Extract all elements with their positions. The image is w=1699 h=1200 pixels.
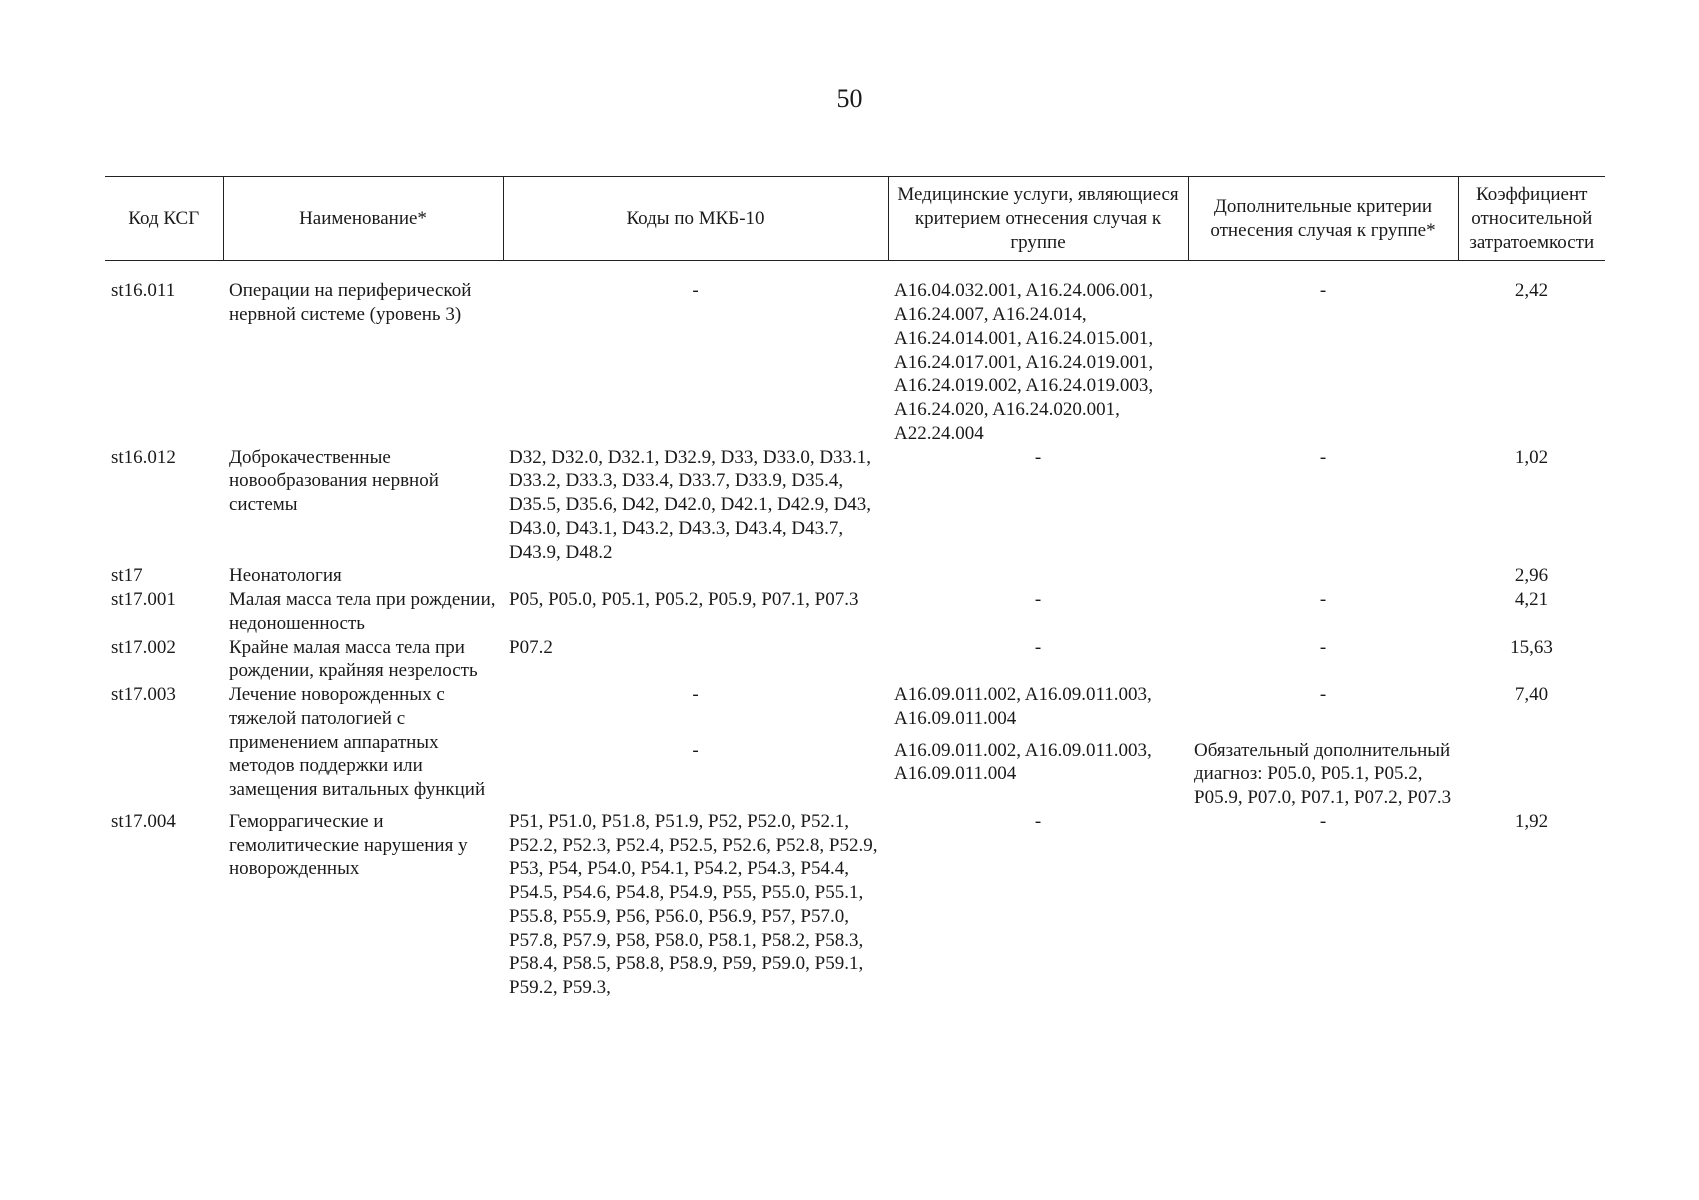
row-criteria: - <box>1319 810 1327 832</box>
table-row <box>105 683 1605 731</box>
table-row <box>105 279 1605 445</box>
ksg-table <box>105 176 1605 1000</box>
row-services: - <box>1034 589 1042 610</box>
row-name: Малая масса тела при рождении, недоношенность <box>229 589 496 634</box>
row-coef: 7,40 <box>1514 684 1549 705</box>
header-coef: Коэффициент относительной затратоемкости <box>1458 177 1605 261</box>
row-code: st16.012 <box>111 446 176 468</box>
header-criteria: Дополнительные критерии отнесения случая к группе* <box>1188 177 1458 261</box>
table-header-row <box>105 177 1605 261</box>
row-name: Лечение новорожденных с тяжелой патологией с применением аппаратных методов поддержки или замещения витальных функций <box>229 684 486 800</box>
table-row <box>105 564 1605 588</box>
table-row <box>105 588 1605 636</box>
row-name: Неонатология <box>229 565 342 587</box>
header-icd: Коды по МКБ-10 <box>503 177 888 261</box>
row-criteria: - <box>1319 280 1327 302</box>
page-number: 50 <box>836 84 863 113</box>
row-icd: P07.2 <box>509 636 553 658</box>
row-code: st17.001 <box>111 589 176 610</box>
row-coef: 1,92 <box>1514 810 1549 832</box>
row-coef: 1,02 <box>1514 446 1549 468</box>
row-name: Операции на периферической нервной системе (уровень 3) <box>229 280 472 325</box>
table-row <box>105 810 1605 1000</box>
row-icd: P51, P51.0, P51.8, P51.9, P52, P52.0, P52.1, P52.2, P52.3, P52.4, P52.5, P52.6, P52.8, P52.9, P53, P54, P54.0, P54.1, P54.2, P54.3, P54.4, P54.5, P54.6, P54.8, P54.9, P55, P55.0, P55.1, P55.8, P55.9, P56, P56.0, P56.9, P57, P57.0, P57.8, P57.9, P58, P58.0, P58.1, P58.2, P58.3, P58.4, P58.5, P58.8, P58.9, P59, P59.0, P59.1, P59.2, P59.3, <box>509 810 878 998</box>
row-icd: - <box>692 684 699 705</box>
row-services: A16.09.011.002, A16.09.011.003, A16.09.011.004 <box>894 684 1152 729</box>
row-code: st16.011 <box>111 280 176 302</box>
header-services: Медицинские услуги, являющиеся критерием отнесения случая к группе <box>888 177 1188 261</box>
row-code: st17.002 <box>111 636 176 658</box>
row-services: - <box>1034 446 1042 468</box>
row-coef: 2,42 <box>1514 280 1549 302</box>
row-criteria: Обязательный дополнительный диагноз: P05.0, P05.1, P05.2, P05.9, P07.0, P07.1, P07.2, P07.3 <box>1194 739 1452 808</box>
row-icd: P05, P05.0, P05.1, P05.2, P05.9, P07.1, P07.3 <box>509 589 859 610</box>
row-coef: 15,63 <box>1510 636 1553 658</box>
table-row <box>105 446 1605 565</box>
row-coef: 4,21 <box>1514 589 1549 610</box>
row-icd: - <box>692 280 699 302</box>
row-services: - <box>1034 636 1042 658</box>
row-code: st17.003 <box>111 684 176 705</box>
header-name: Наименование* <box>223 177 503 261</box>
row-criteria: - <box>1319 589 1327 610</box>
row-services: A16.09.011.002, A16.09.011.003, A16.09.011.004 <box>894 739 1152 785</box>
row-criteria: - <box>1319 684 1327 705</box>
row-coef: 2,96 <box>1514 565 1549 587</box>
row-criteria: - <box>1319 636 1327 658</box>
row-icd: - <box>692 739 699 761</box>
row-criteria <box>1188 564 1458 588</box>
row-services: - <box>1034 810 1042 832</box>
table-row <box>105 636 1605 684</box>
row-name: Доброкачественные новообразования нервной системы <box>229 446 439 515</box>
row-name: Крайне малая масса тела при рождении, крайняя незрелость <box>229 636 478 682</box>
row-code: st17.004 <box>111 810 176 832</box>
row-criteria: - <box>1319 446 1327 468</box>
row-name: Геморрагические и гемолитические нарушения у новорожденных <box>229 810 468 880</box>
row-code: st17 <box>111 565 143 587</box>
row-services <box>888 564 1188 588</box>
row-icd: D32, D32.0, D32.1, D32.9, D33, D33.0, D33.1, D33.2, D33.3, D33.4, D33.7, D33.9, D35.4, D35.5, D35.6, D42, D42.0, D42.1, D42.9, D43, D43.0, D43.1, D43.2, D43.3, D43.4, D43.7, D43.9, D48.2 <box>509 446 872 563</box>
header-code: Код КСГ <box>105 177 223 261</box>
row-services: A16.04.032.001, A16.24.006.001, A16.24.007, A16.24.014, A16.24.014.001, A16.24.015.001, A16.24.017.001, A16.24.019.001, A16.24.019.002, A16.24.019.003, A16.24.020, A16.24.020.001, A22.24.004 <box>894 280 1154 444</box>
row-icd <box>503 564 888 588</box>
